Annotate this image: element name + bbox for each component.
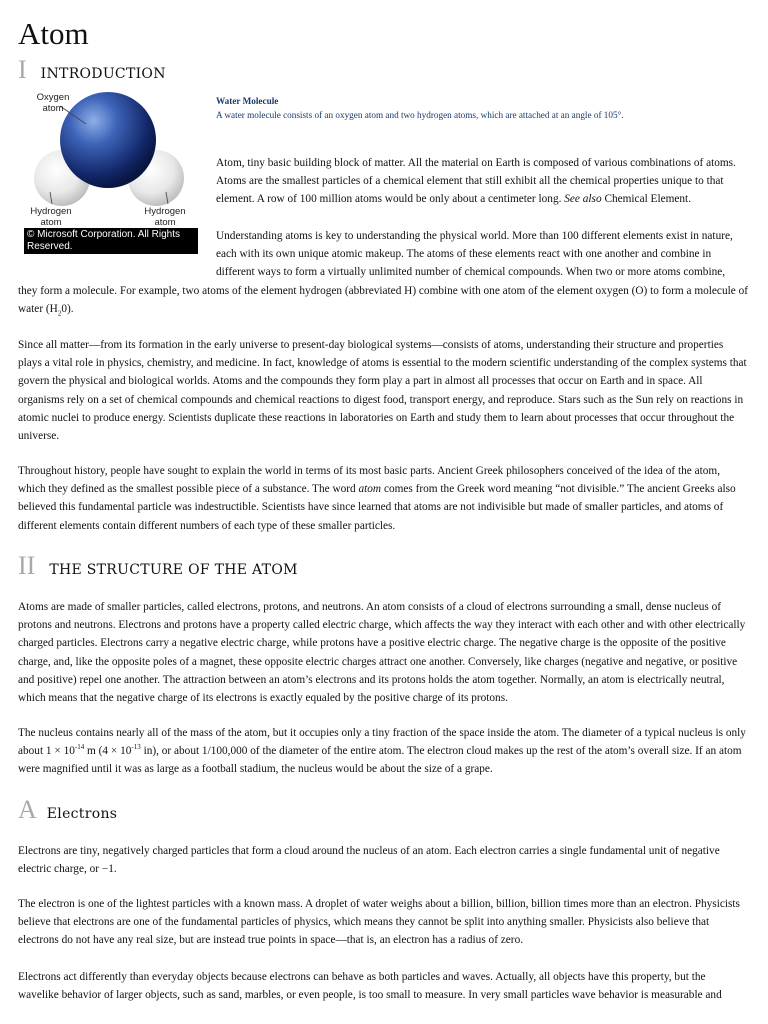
paragraph-intro-3: Since all matter—from its formation in the early universe to present-day biological systems—consists of atoms, understanding their structure and properties plays a vital role in physics, chemistry, and medicine. In fact, knowledge of atoms is essential to the modern scientific understanding of the complex systems that govern the physical and biological worlds. Atoms and the compounds they form play a part in almost all processes that occur on Earth and in space. All organisms rely on a set of chemical compounds and chemical reactions to digest food, transport energy, and reproduce. Stars such as the Sun rely on reactions in atomic nuclei to produce energy. Scientists duplicate these reactions in laboratories on Earth and study them to learn about processes that occur throughout the universe. bbox=[18, 339, 747, 443]
section-heading-electrons bbox=[18, 796, 117, 824]
page-title: Atom bbox=[18, 16, 89, 51]
section-heading-structure bbox=[18, 552, 298, 580]
paragraph-intro-4: Throughout history, people have sought to explain the world in terms of its most basic parts. Ancient Greek philosophers conceived of the idea of the atom, which they defined as the smallest possible piece of a substance. The word atom comes from the Greek word meaning “not divisible.” The ancient Greeks also believed this fundamental particle was indestructible. Scientists have since learned that atoms are not indivisible but made of smaller particles, and atoms of different elements contain different numbers of each type of these smaller particles. bbox=[18, 465, 736, 532]
section-title: THE STRUCTURE OF THE ATOM bbox=[49, 562, 298, 578]
paragraph-structure-2: The nucleus contains nearly all of the mass of the atom, but it occupies only a tiny fraction of the space inside the atom. The diameter of a typical nucleus is only about $1 \times 10^{-14}$ m ($4 \times 10^{-13}$ in), or about 1/100,000 of the diameter of the entire atom. The electron cloud makes up the rest of the atom’s overall size. If an atom were magnified until it was as large as a football stadium, the nucleus would be about the size of a grape. bbox=[18, 727, 746, 776]
paragraph-electrons-1: Electrons are tiny, negatively charged particles that form a cloud around the nucleus of an atom. Each electron carries a single fundamental unit of negative electric charge, or −1. bbox=[18, 845, 720, 876]
hydrogen-atom-right-label: Hydrogen atom bbox=[144, 206, 186, 228]
hydrogen-atom-left-label: Hydrogen atom bbox=[30, 206, 72, 228]
section-number: II bbox=[18, 551, 36, 580]
paragraph-electrons-2: The electron is one of the lightest particles with a known mass. A droplet of water weighs about a billion, billion, billion times more than an electron. Physicists believe that electrons are one of the fundamental particles of physics, which means they cannot be split into anything smaller. Physicists also believe that electrons do not have any real size, but are instead true points in space—that is, an electron has a radius of zero. bbox=[18, 898, 740, 947]
paragraph-structure-1: Atoms are made of smaller particles, called electrons, protons, and neutrons. An atom consists of a cloud of electrons surrounding a small, dense nucleus of protons and neutrons. Electrons and protons have a property called electric charge, which affects the way they interact with each other and with other electrically charged particles. Electrons carry a negative electric charge, while protons have a positive electric charge. The negative charge is the opposite of the positive charge, and, like the opposite poles of a magnet, these opposite electric charges attract one another. Conversely, like charges (negative and negative, or positive and positive) repel one another. The attraction between an atom’s electrons and its protons holds the atom together. Normally, an atom is electrically neutral, which means that the negative charge of its electrons is exactly equaled by the positive charge of its protons. bbox=[18, 601, 746, 705]
section-letter: A bbox=[18, 795, 37, 824]
paragraph-electrons-3: Electrons act differently than everyday objects because electrons can behave as both particles and waves. Actually, all objects have this property, but the wavelike behavior of larger objects, such as sand, marbles, or even people, is too small to measure. In very small particles wave behavior is measurable and bbox=[18, 971, 722, 1002]
oxygen-atom-label: Oxygen atom bbox=[36, 92, 70, 114]
section-heading-introduction bbox=[18, 56, 166, 84]
paragraph-intro-2-continued: they form a molecule. For example, two atoms of the element hydrogen (abbreviated H) combine with one atom of the element oxygen (O) to form a molecule of water $(H_20)$. bbox=[18, 285, 748, 318]
paragraph-intro-1: Atom, tiny basic building block of matter. All the material on Earth is composed of various combinations of atoms. Atoms are the smallest particles of a chemical element that still exhibit all the chemical properties unique to that element. A row of 100 million atoms would be only about a centimeter long. See also Chemical Element. bbox=[216, 157, 736, 206]
paragraph-intro-2: Understanding atoms is key to understanding the physical world. More than 100 different elements exist in nature, each with its own unique atomic makeup. The atoms of these elements react with one another and combine in different ways to form a virtually unlimited number of chemical compounds. When two or more atoms combine, bbox=[216, 230, 733, 279]
section-title: Electrons bbox=[46, 806, 118, 822]
cross-reference-link[interactable]: Chemical Element. bbox=[604, 193, 692, 206]
section-title: INTRODUCTION bbox=[40, 66, 166, 82]
section-number: I bbox=[18, 55, 27, 84]
figure-caption: A water molecule consists of an oxygen atom and two hydrogen atoms, which are attached at an angle of 105°. bbox=[216, 110, 624, 120]
copyright-notice: © Microsoft Corporation. All Rights Reserved. bbox=[24, 228, 198, 254]
figure-caption-title: Water Molecule bbox=[216, 96, 279, 106]
